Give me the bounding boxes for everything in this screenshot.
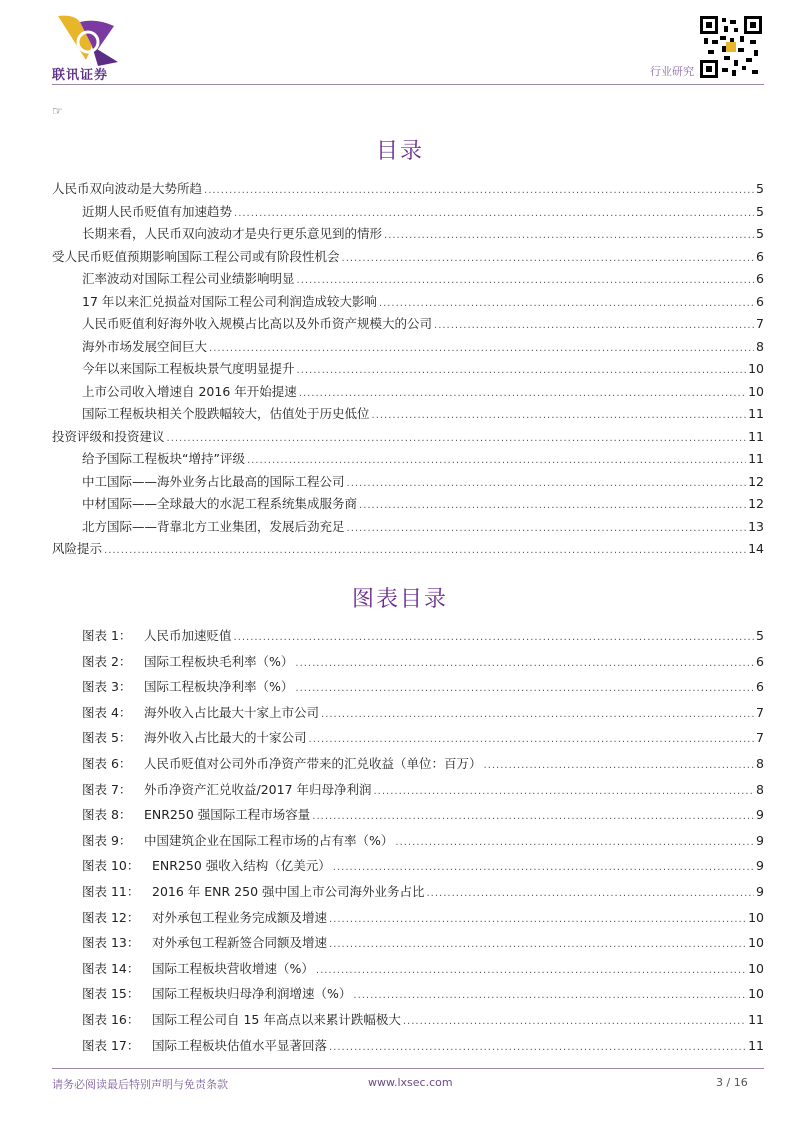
figure-entry[interactable] [82, 777, 764, 803]
page-number: 3 / 16 [716, 1076, 748, 1089]
figure-entry[interactable] [82, 956, 764, 982]
figure-entry[interactable] [82, 1007, 764, 1033]
figure-page-number: 9 [756, 883, 764, 899]
figure-page-number: 7 [756, 730, 764, 746]
toc-section-entry[interactable] [52, 178, 764, 201]
dot-leader [234, 203, 754, 226]
toc-subsection-entry[interactable] [52, 358, 764, 381]
toc-entry-text: 国际工程板块相关个股跌幅较大，估值处于历史低位 [82, 406, 370, 421]
figure-label: 图表 13： [82, 935, 140, 951]
figure-list-title: 图表目录 [351, 587, 448, 612]
figure-list [82, 623, 764, 1058]
figure-label: 图表 1： [82, 628, 132, 643]
toc-list [52, 178, 764, 561]
figure-title: 人民币贬值对公司外币净资产带来的汇兑收益（单位：百万） [144, 755, 482, 771]
toc-page-number: 7 [756, 316, 764, 331]
pointer-icon: ☞ [52, 104, 63, 118]
figure-page-number: 10 [748, 986, 764, 1002]
figure-entry[interactable] [82, 905, 764, 931]
figure-entry[interactable] [82, 981, 764, 1007]
toc-entry-text: 人民币双向波动是大势所趋 [52, 181, 203, 196]
figure-page-number: 7 [756, 704, 764, 720]
figure-label: 图表 5： [82, 730, 132, 746]
dot-leader [333, 855, 754, 881]
figure-title: 人民币加速贬值 [144, 628, 232, 643]
figure-title: 国际工程公司自 15 年高点以来累计跌幅极大 [152, 1011, 401, 1027]
toc-entry-text: 中材国际——全球最大的水泥工程系统集成服务商 [82, 496, 358, 511]
dot-leader [434, 315, 754, 338]
dot-leader [347, 518, 747, 541]
toc-page-number: 6 [756, 293, 764, 309]
toc-subsection-entry[interactable] [52, 291, 764, 314]
toc-page-number: 11 [748, 406, 764, 421]
dot-leader [309, 727, 755, 753]
figure-label: 图表 12： [82, 909, 140, 925]
toc-entry-text: 给予国际工程板块“增持”评级 [82, 451, 245, 466]
dot-leader [297, 270, 755, 293]
website-link[interactable]: www.lxsec.com [368, 1076, 453, 1089]
dot-leader [403, 1009, 746, 1035]
toc-subsection-entry[interactable] [52, 516, 764, 539]
toc-subsection-entry[interactable] [52, 403, 764, 426]
figure-entry[interactable] [82, 623, 764, 649]
dot-leader [329, 907, 746, 933]
toc-entry-text: 投资评级和投资建议 [52, 428, 165, 444]
toc-entry-text: 汇率波动对国际工程公司业绩影响明显 [82, 271, 295, 286]
toc-subsection-entry[interactable] [52, 336, 764, 359]
dot-leader [374, 779, 755, 805]
toc-page-number: 5 [756, 226, 764, 241]
dot-leader [372, 405, 747, 428]
dot-leader [353, 983, 746, 1009]
toc-page-number: 6 [756, 271, 764, 286]
toc-entry-text: 17 年以来汇兑损益对国际工程公司利润造成较大影响 [82, 293, 377, 309]
dot-leader [347, 473, 747, 496]
figure-label: 图表 14： [82, 960, 140, 976]
figure-entry[interactable] [82, 725, 764, 751]
dot-leader [484, 753, 755, 779]
dot-leader [427, 881, 755, 907]
figure-page-number: 9 [756, 858, 764, 874]
figure-page-number: 9 [756, 832, 764, 848]
toc-title: 目录 [375, 139, 424, 164]
toc-page-number: 11 [748, 451, 764, 466]
toc-subsection-entry[interactable] [52, 201, 764, 224]
figure-title: ENR250 强国际工程市场容量 [144, 807, 311, 823]
figure-title: 对外承包工程新签合同额及增速 [152, 935, 328, 951]
dot-leader [395, 830, 754, 856]
dot-leader [297, 360, 747, 383]
toc-page-number: 14 [748, 541, 764, 556]
figure-page-number: 11 [748, 1011, 764, 1027]
figure-label: 图表 16： [82, 1011, 140, 1027]
figure-entry[interactable] [82, 649, 764, 675]
toc-subsection-entry[interactable] [52, 493, 764, 516]
figure-title: 国际工程板块净利率（%） [144, 679, 294, 695]
toc-entry-text: 近期人民币贬值有加速趋势 [82, 203, 233, 219]
dot-leader [204, 180, 754, 203]
toc-section-entry[interactable] [52, 246, 764, 269]
figure-page-number: 9 [756, 807, 764, 823]
logo-text: 联讯证券 [52, 68, 109, 83]
figure-title: 国际工程板块归母净利润增速（%） [152, 986, 352, 1002]
figure-title: 2016 年 ENR 250 强中国上市公司海外业务占比 [152, 883, 425, 899]
toc-page-number: 12 [748, 496, 764, 511]
figure-title: 中国建筑企业在国际工程市场的占有率（%） [144, 832, 394, 848]
toc-subsection-entry[interactable] [52, 313, 764, 336]
figure-entry[interactable] [82, 879, 764, 905]
toc-page-number: 11 [748, 428, 764, 444]
toc-subsection-entry[interactable] [52, 223, 764, 246]
toc-page-number: 12 [748, 473, 764, 489]
figure-title: 外币净资产汇兑收益/2017 年归母净利润 [144, 781, 372, 797]
toc-page-number: 5 [756, 203, 764, 219]
toc-entry-text: 中工国际——海外业务占比最高的国际工程公司 [82, 473, 345, 489]
toc-page-number: 5 [756, 181, 764, 196]
toc-entry-text: 上市公司收入增速自 2016 年开始提速 [82, 383, 297, 399]
figure-label: 图表 6： [82, 755, 132, 771]
figure-label: 图表 15： [82, 986, 140, 1002]
toc-entry-text: 长期来看，人民币双向波动才是央行更乐意见到的情形 [82, 226, 383, 241]
figure-entry[interactable] [82, 674, 764, 700]
figure-title: 国际工程板块营收增速（%） [152, 960, 314, 976]
figure-title: 国际工程板块毛利率（%） [144, 653, 294, 669]
figure-label: 图表 10： [82, 858, 140, 874]
figure-page-number: 10 [748, 909, 764, 925]
figure-entry[interactable] [82, 1033, 764, 1059]
figure-title: 海外收入占比最大十家上市公司 [144, 704, 320, 720]
toc-page-number: 10 [748, 383, 764, 399]
dot-leader [295, 676, 754, 702]
toc-subsection-entry[interactable] [52, 448, 764, 471]
figure-page-number: 11 [748, 1037, 764, 1053]
dot-leader [329, 1035, 746, 1061]
toc-page-number: 6 [756, 248, 764, 264]
figure-label: 图表 2： [82, 653, 132, 669]
toc-section-entry[interactable] [52, 538, 764, 561]
figure-entry[interactable] [82, 700, 764, 726]
toc-entry-text: 风险提示 [52, 541, 103, 556]
figure-label: 图表 9： [82, 832, 132, 848]
figure-label: 图表 7： [82, 781, 132, 797]
figure-label: 图表 3： [82, 679, 132, 695]
toc-subsection-entry[interactable] [52, 268, 764, 291]
dot-leader [384, 225, 754, 248]
dot-leader [312, 804, 754, 830]
figure-entry[interactable] [82, 751, 764, 777]
dot-leader [209, 338, 754, 361]
footer-divider [52, 1068, 764, 1069]
toc-section-entry[interactable] [52, 426, 764, 449]
figure-entry[interactable] [82, 802, 764, 828]
toc-page-number: 10 [748, 361, 764, 376]
figure-page-number: 6 [756, 653, 764, 669]
toc-page-number: 8 [756, 338, 764, 354]
figure-label: 图表 4： [82, 704, 132, 720]
dot-leader [299, 383, 746, 406]
dot-leader [234, 625, 755, 651]
dot-leader [104, 540, 746, 563]
figure-page-number: 10 [748, 935, 764, 951]
report-category-label: 行业研究 [650, 65, 694, 78]
toc-entry-text: 受人民币贬值预期影响国际工程公司或有阶段性机会 [52, 248, 340, 264]
toc-entry-text: 海外市场发展空间巨大 [82, 338, 208, 354]
figure-label: 图表 17： [82, 1037, 140, 1053]
page-header [0, 0, 800, 90]
figure-title: 国际工程板块估值水平显著回落 [152, 1037, 328, 1053]
dot-leader [342, 248, 755, 271]
toc-subsection-entry[interactable] [52, 471, 764, 494]
toc-entry-text: 今年以来国际工程板块景气度明显提升 [82, 361, 295, 376]
dot-leader [295, 651, 754, 677]
dot-leader [247, 450, 746, 473]
toc-page-number: 13 [748, 518, 764, 534]
header-divider [52, 84, 764, 85]
figure-page-number: 5 [756, 628, 764, 643]
figure-label: 图表 8： [82, 807, 132, 823]
figure-entry[interactable] [82, 853, 764, 879]
dot-leader [329, 932, 746, 958]
toc-entry-text: 人民币贬值利好海外收入规模占比高以及外币资产规模大的公司 [82, 316, 433, 331]
figure-title: 对外承包工程业务完成额及增速 [152, 909, 328, 925]
dot-leader [379, 293, 754, 316]
toc-entry-text: 北方国际——背靠北方工业集团，发展后劲充足 [82, 518, 345, 534]
toc-subsection-entry[interactable] [52, 381, 764, 404]
figure-page-number: 8 [756, 755, 764, 771]
figure-entry[interactable] [82, 930, 764, 956]
disclaimer-link[interactable]: 请务必阅读最后特别声明与免责条款 [52, 1078, 228, 1091]
figure-entry[interactable] [82, 828, 764, 854]
dot-leader [359, 495, 746, 518]
figure-title: 海外收入占比最大的十家公司 [144, 730, 307, 746]
figure-page-number: 10 [748, 960, 764, 976]
qr-code-icon [700, 16, 762, 78]
dot-leader [167, 428, 747, 451]
figure-label: 图表 11： [82, 883, 140, 899]
figure-page-number: 6 [756, 679, 764, 695]
dot-leader [316, 958, 746, 984]
figure-title: ENR250 强收入结构（亿美元） [152, 858, 331, 874]
figure-page-number: 8 [756, 781, 764, 797]
dot-leader [321, 702, 754, 728]
